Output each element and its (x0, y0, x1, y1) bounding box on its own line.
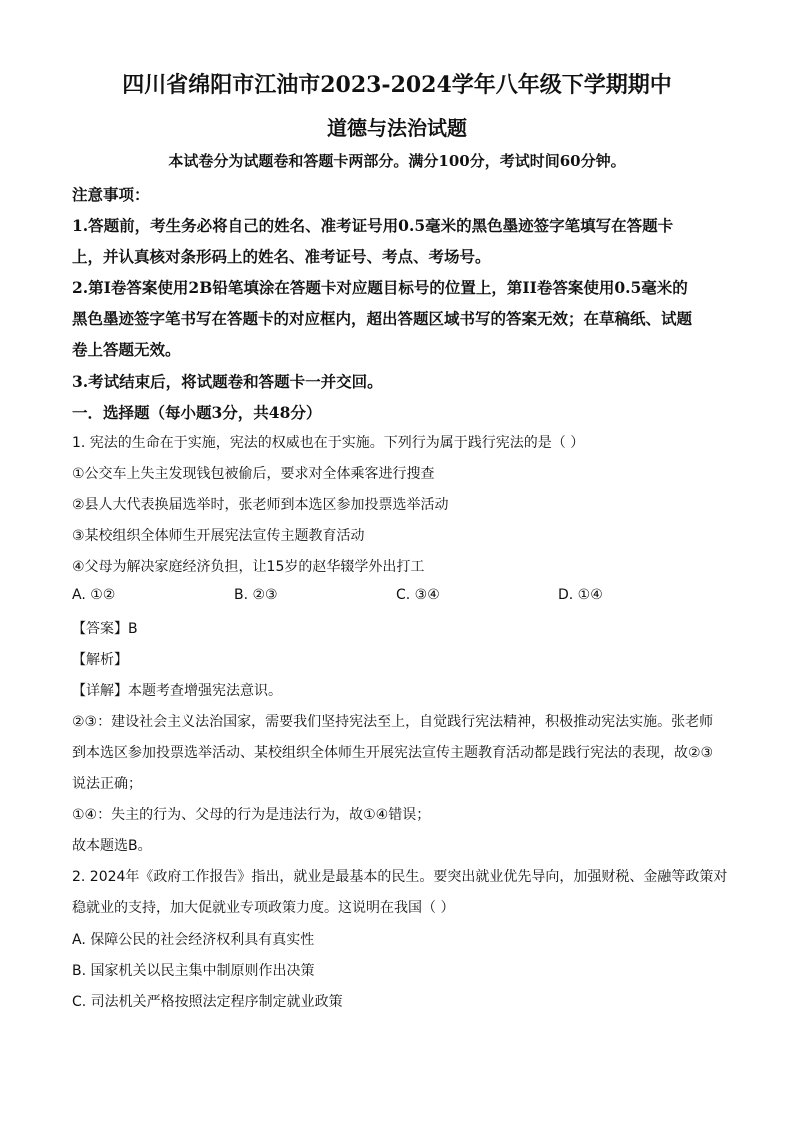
option-a: A. ①② (72, 587, 116, 603)
explanation-line: 到本选区参加投票选举活动、某校组织全体师生开展宪法宣传主题教育活动都是践行宪法的表现，故②③ (72, 745, 714, 761)
option-b: B. ②③ (234, 587, 278, 603)
detail-label: 【详解】本题考查增强宪法意识。 (72, 683, 282, 699)
explanation-line: ②③：建设社会主义法治国家，需要我们坚持宪法至上，自觉践行宪法精神，积极推动宪法实施。张老师 (72, 714, 714, 730)
analysis-label: 【解析】 (72, 652, 128, 668)
exam-intro: 本试卷分为试题卷和答题卡两部分。满分100分，考试时间60分钟。 (168, 152, 626, 170)
question-1-item: ②县人大代表换届选举时，张老师到本选区参加投票选举活动 (72, 497, 449, 513)
answer-label: 【答案】B (72, 621, 138, 637)
notice-line: 黑色墨迹签字笔书写在答题卡的对应框内，超出答题区域书写的答案无效；在草稿纸、试题 (72, 309, 693, 328)
question-2-stem: 稳就业的支持，加大促就业专项政策力度。这说明在我国（ ） (72, 900, 455, 916)
question-1-item: ①公交车上失主发现钱包被偷后，要求对全体乘客进行搜查 (72, 466, 435, 482)
question-2-option: A. 保障公民的社会经济权利具有真实性 (72, 932, 315, 948)
notice-line: 2.第I卷答案使用2B铅笔填涂在答题卡对应题目标号的位置上，第II卷答案使用0.5毫米的 (72, 278, 688, 297)
question-1-item: ③某校组织全体师生开展宪法宣传主题教育活动 (72, 528, 365, 544)
question-1-stem: 1. 宪法的生命在于实施，宪法的权威也在于实施。下列行为属于践行宪法的是（ ） (72, 435, 585, 451)
question-2-stem: 2. 2024年《政府工作报告》指出，就业是最基本的民生。要突出就业优先导向，加强财税、金融等政策对 (72, 869, 728, 885)
exam-subtitle: 道德与法治试题 (327, 116, 467, 140)
question-2-option: B. 国家机关以民主集中制原则作出决策 (72, 963, 315, 979)
option-d: D. ①④ (558, 587, 603, 603)
notice-line: 1.答题前，考生务必将自己的姓名、准考证号用0.5毫米的黑色墨迹签字笔填写在答题卡 (72, 216, 674, 235)
notice-heading: 注意事项： (72, 185, 150, 204)
question-1-item: ④父母为解决家庭经济负担，让15岁的赵华辍学外出打工 (72, 559, 425, 575)
explanation-line: ①④：失主的行为、父母的行为是违法行为，故①④错误； (72, 807, 431, 823)
section-heading: 一．选择题（每小题3分，共48分） (72, 403, 322, 422)
notice-line: 上，并认真核对条形码上的姓名、准考证号、考点、考场号。 (72, 247, 491, 266)
exam-title: 四川省绵阳市江油市2023-2024学年八年级下学期期中 (122, 72, 672, 98)
explanation-line: 故本题选B。 (72, 838, 152, 854)
notice-line: 3.考试结束后，将试题卷和答题卡一并交回。 (72, 372, 383, 391)
question-2-option: C. 司法机关严格按照法定程序制定就业政策 (72, 994, 343, 1010)
option-c: C. ③④ (396, 587, 440, 603)
notice-line: 卷上答题无效。 (72, 340, 181, 359)
question-1-options (72, 587, 734, 603)
explanation-line: 说法正确； (72, 776, 142, 792)
